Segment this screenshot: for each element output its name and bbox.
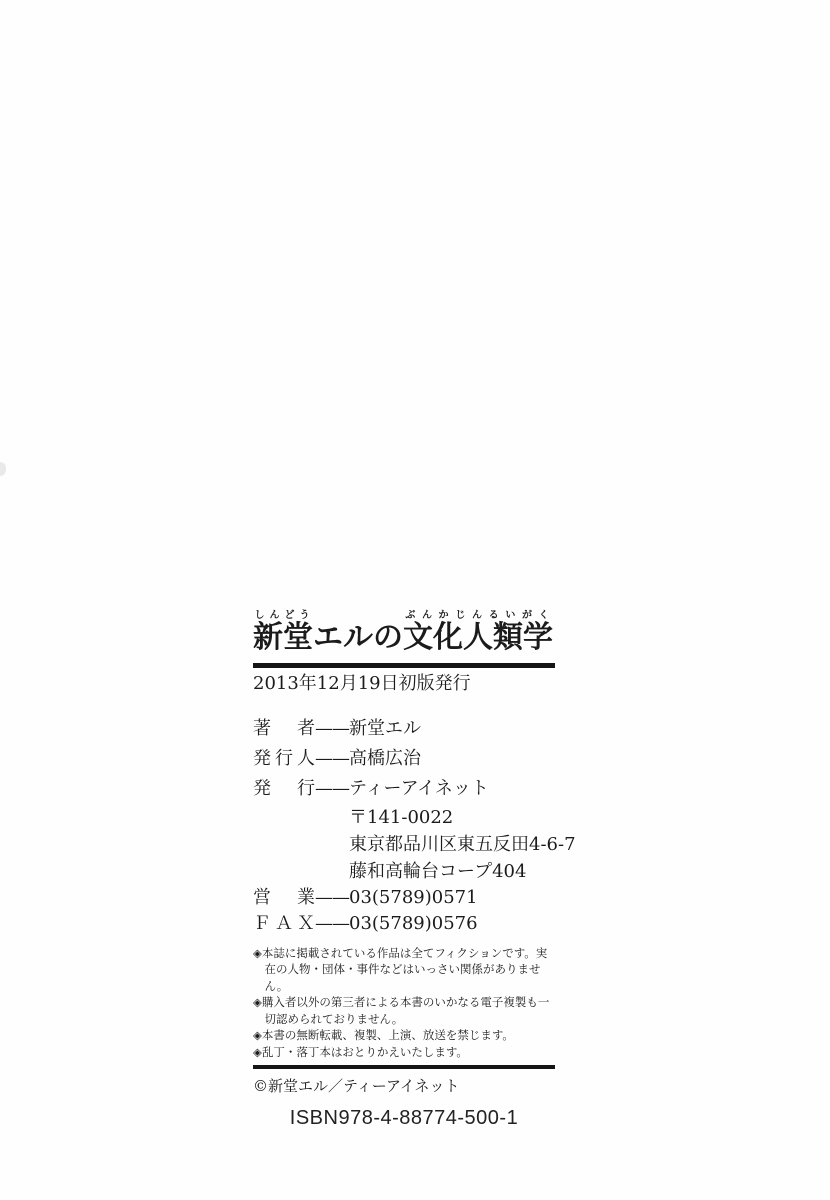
copyright-line: ©新堂エル／ティーアイネット [253, 1077, 460, 1095]
edition-date: 2013年12月19日初版発行 [253, 672, 471, 694]
notice-fiction-disclaimer: ◈本誌に掲載されている作品は全てフィクションです。実在の人物・団体・事件などはいっさい関係がありません。 [253, 945, 548, 993]
row-separator: —— [315, 777, 349, 799]
publisher-label: 発 行 [253, 777, 315, 799]
publisher-value: ティーアイネット [349, 777, 489, 799]
title-divider-rule [253, 663, 555, 668]
fax-row [253, 911, 555, 937]
row-separator: —— [315, 912, 349, 934]
issuer-row [253, 744, 555, 774]
title-middle-text: エルの [313, 620, 403, 655]
issuer-label: 発行人 [253, 747, 315, 769]
sales-phone-row [253, 885, 555, 911]
address-line-2: 藤和高輪台コープ404 [349, 860, 527, 882]
scan-artifact [0, 462, 6, 476]
postal-code: 〒141-0022 [349, 806, 454, 828]
title-segment-author [253, 610, 313, 655]
notice-defective-copy: ◈乱丁・落丁本はおとりかえいたします。 [253, 1044, 468, 1059]
sales-label: 営 業 [253, 886, 315, 908]
author-label: 著 者 [253, 717, 315, 739]
contact-info [253, 885, 555, 937]
issuer-value: 高橋広治 [349, 747, 421, 769]
notice-digital-copy: ◈購入者以外の第三者による本書のいかなる電子複製も一切認められておりません。 [253, 995, 550, 1026]
notice-reproduction-ban: ◈本書の無断転載、複製、上演、放送を禁じます。 [253, 1028, 514, 1042]
fax-label: ＦＡＸ [253, 912, 315, 934]
title-base-subject: 文化人類学 [403, 620, 553, 655]
row-separator: —— [315, 886, 349, 908]
row-separator: —— [315, 747, 349, 769]
publisher-row [253, 774, 555, 804]
author-value: 新堂エル [349, 717, 421, 739]
fax-number: 03(5789)0576 [349, 912, 478, 934]
bottom-divider-rule [253, 1065, 555, 1069]
title-base-author: 新堂 [253, 620, 313, 655]
row-separator: —— [315, 717, 349, 739]
publisher-address [349, 804, 576, 885]
book-title [253, 610, 555, 657]
author-row [253, 714, 555, 744]
colophon-block [253, 610, 576, 1131]
sales-phone-number: 03(5789)0571 [349, 886, 478, 908]
title-furigana-subject: ぶんかじんるいがく [403, 610, 553, 621]
title-furigana-author: しんどう [253, 610, 313, 621]
address-line-1: 東京都品川区東五反田4-6-7 [349, 833, 576, 855]
title-segment-subject [403, 610, 553, 655]
legal-notices [253, 945, 555, 1061]
publication-info [253, 714, 555, 804]
isbn-number: ISBN978-4-88774-500-1 [289, 1107, 519, 1129]
